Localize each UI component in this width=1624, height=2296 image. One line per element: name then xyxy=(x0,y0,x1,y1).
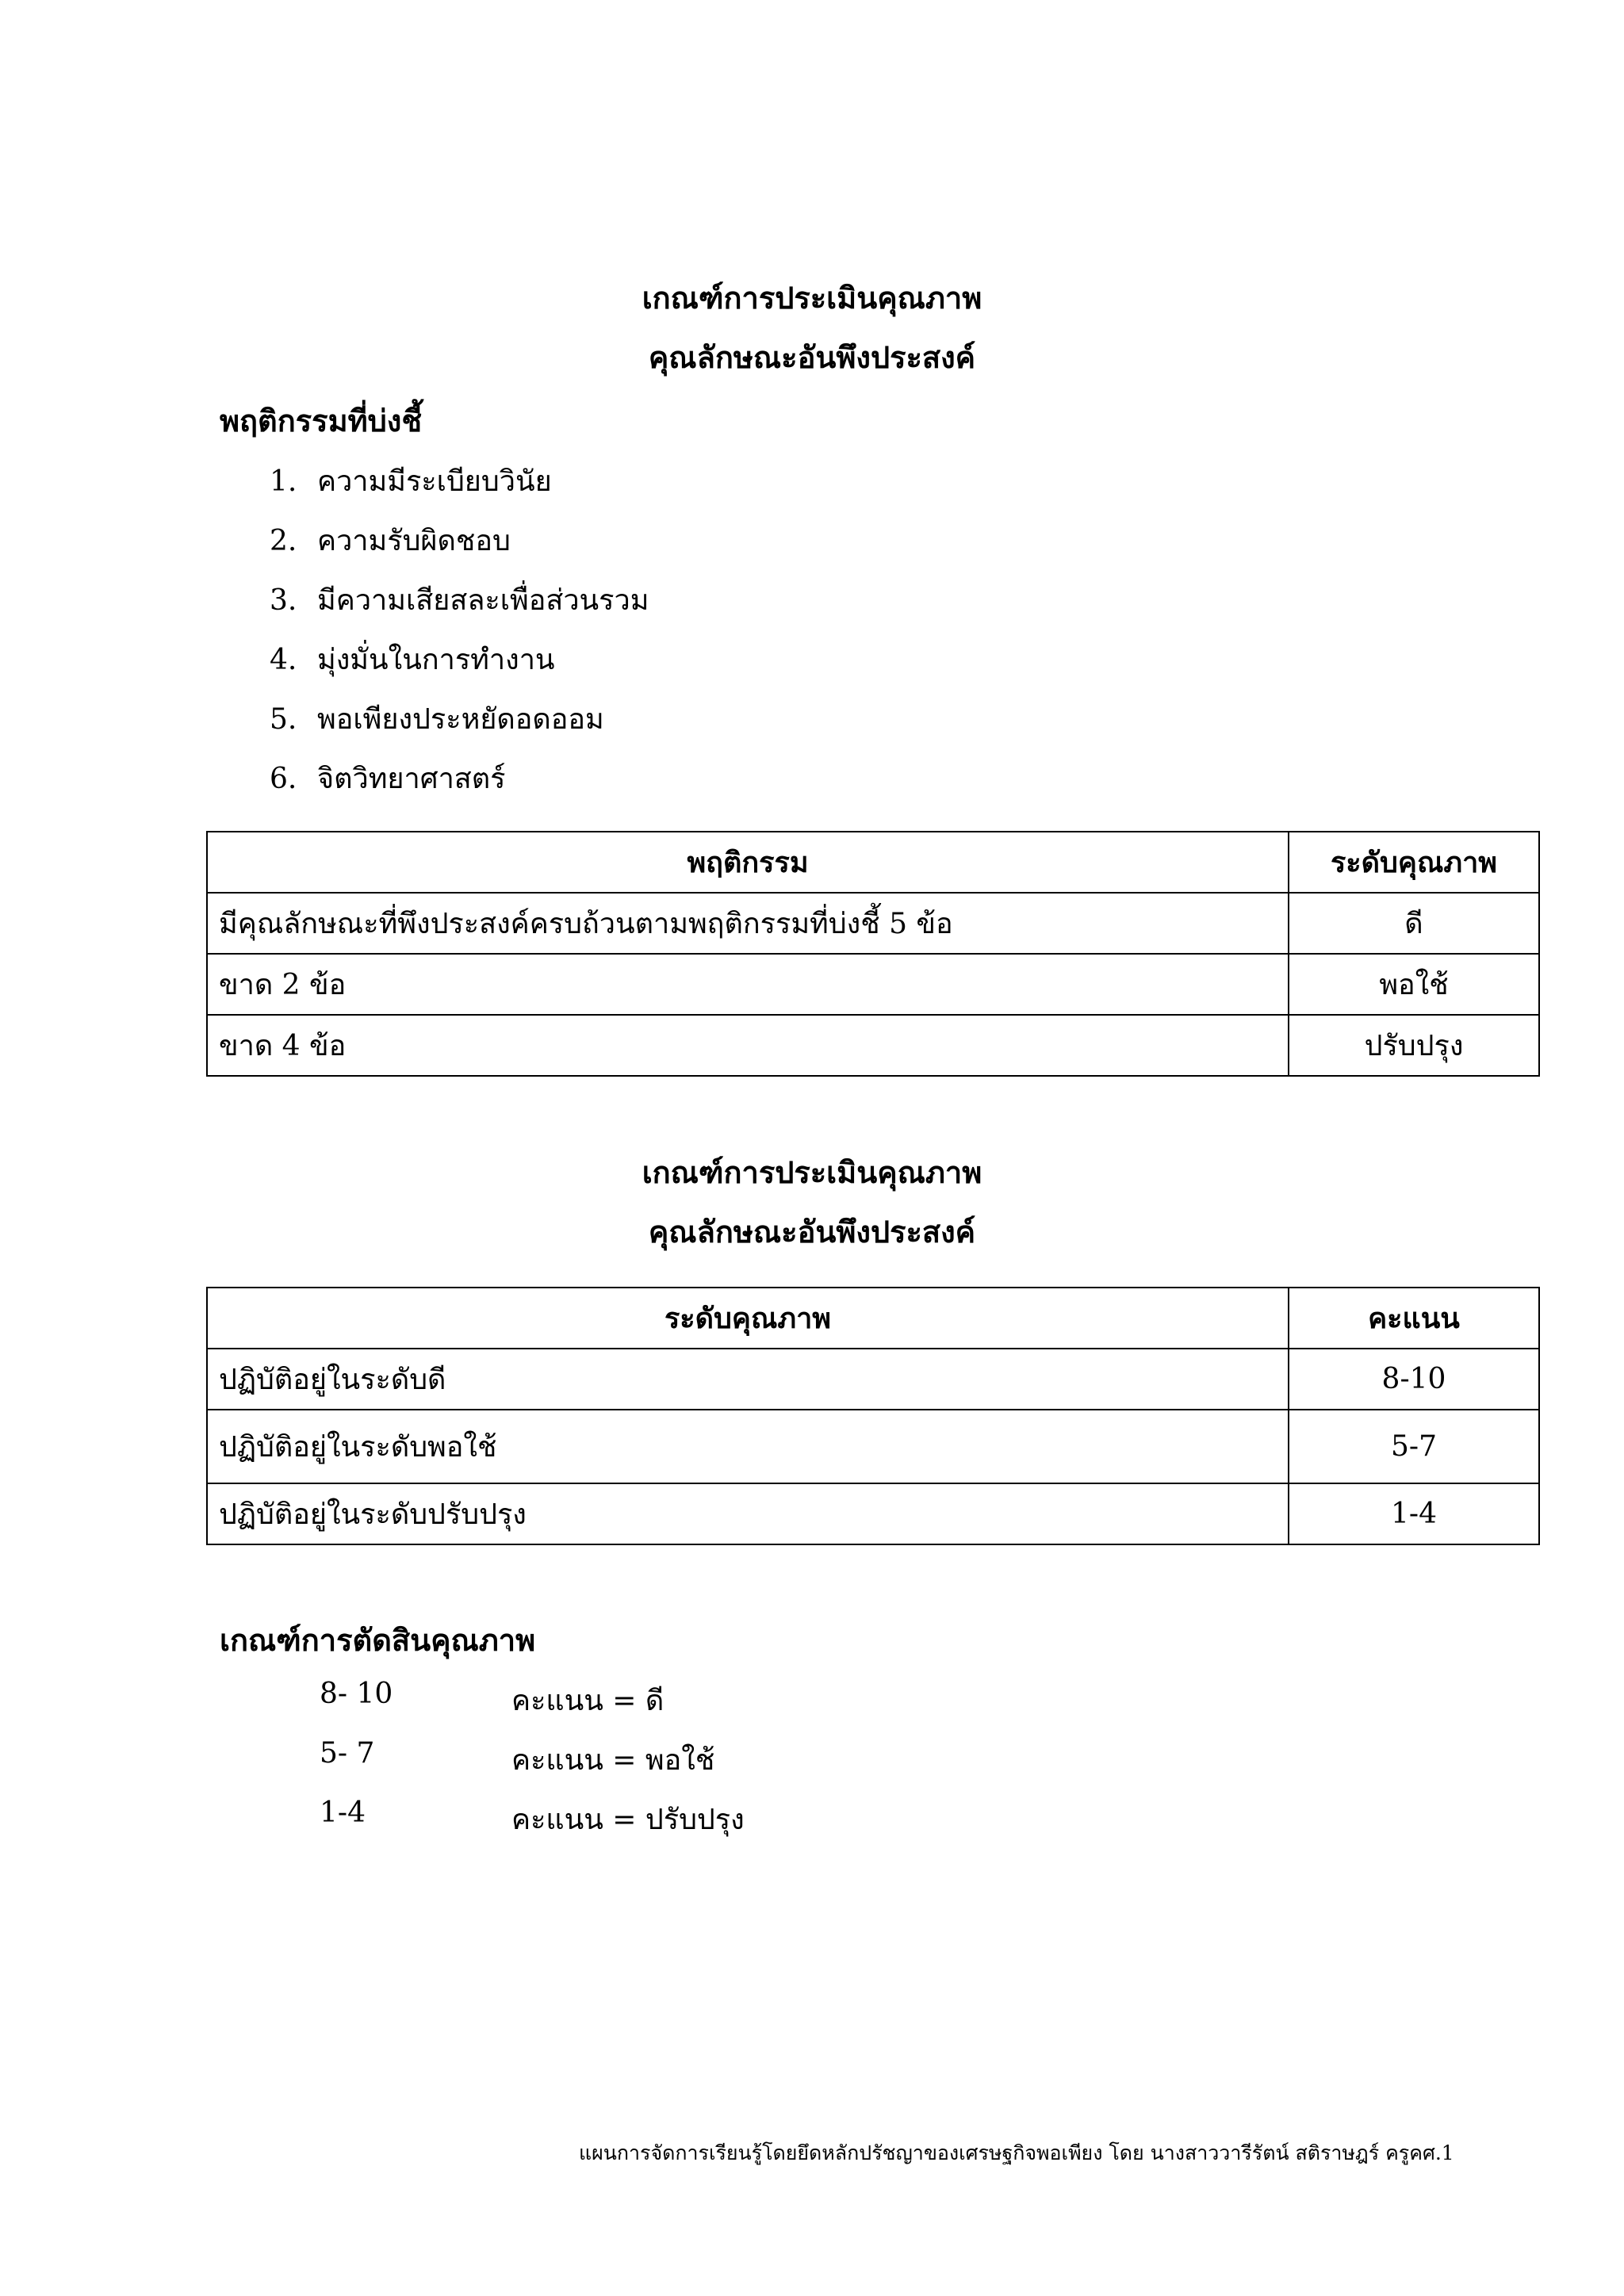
section-title: เกณฑ์การประเมินคุณภาพ xyxy=(642,1154,982,1190)
table-header: พฤติกรรม xyxy=(207,832,1289,893)
criteria-range: 5- 7 xyxy=(320,1737,375,1770)
table-cell: ขาด 4 ข้อ xyxy=(207,1015,1289,1076)
table-row xyxy=(207,1483,1539,1544)
table-cell: ดี xyxy=(1289,893,1539,954)
list-item: 3. มีความเสียสละเพื่อส่วนรวม xyxy=(270,584,649,617)
table-row xyxy=(207,1349,1539,1410)
table-cell: 8-10 xyxy=(1289,1349,1539,1410)
table-header-row xyxy=(207,832,1539,893)
table-cell: ปฏิบัติอยู่ในระดับปรับปรุง xyxy=(207,1483,1289,1544)
table-cell: ปฏิบัติอยู่ในระดับดี xyxy=(207,1349,1289,1410)
table-cell: มีคุณลักษณะที่พึงประสงค์ครบถ้วนตามพฤติกรรมที่บ่งชี้ 5 ข้อ xyxy=(207,893,1289,954)
criteria-heading: เกณฑ์การตัดสินคุณภาพ xyxy=(220,1622,536,1658)
page-subtitle: คุณลักษณะอันพึงประสงค์ xyxy=(648,339,976,375)
table-row xyxy=(207,893,1539,954)
table-cell: พอใช้ xyxy=(1289,954,1539,1015)
table-row xyxy=(207,1015,1539,1076)
table-header: ระดับคุณภาพ xyxy=(1289,832,1539,893)
behavior-quality-table xyxy=(206,831,1540,1077)
table-header: ระดับคุณภาพ xyxy=(207,1288,1289,1349)
criteria-score: คะแนน = ปรับปรุง xyxy=(511,1804,745,1836)
table-cell: 1-4 xyxy=(1289,1483,1539,1544)
table-header: คะแนน xyxy=(1289,1288,1539,1349)
table-cell: 5-7 xyxy=(1289,1410,1539,1483)
table-cell: ปรับปรุง xyxy=(1289,1015,1539,1076)
list-item: 4. มุ่งมั่นในการทำงาน xyxy=(270,644,555,676)
page-title: เกณฑ์การประเมินคุณภาพ xyxy=(642,280,982,316)
list-item: 5. พอเพียงประหยัดอดออม xyxy=(270,703,604,736)
criteria-range: 1-4 xyxy=(320,1797,366,1829)
criteria-score: คะแนน = พอใช้ xyxy=(511,1744,715,1777)
table-row xyxy=(207,1410,1539,1483)
list-item: 6. จิตวิทยาศาสตร์ xyxy=(270,763,506,795)
table-cell: ปฏิบัติอยู่ในระดับพอใช้ xyxy=(207,1410,1289,1483)
section-subtitle: คุณลักษณะอันพึงประสงค์ xyxy=(648,1214,976,1249)
criteria-range: 8- 10 xyxy=(320,1678,393,1710)
page-footer: แผนการจัดการเรียนรู้โดยยึดหลักปรัชญาของเศรษฐกิจพอเพียง โดย นางสาววารีรัตน์ สติราษฎร์ ครูคศ.1 xyxy=(579,2141,1454,2164)
table-header-row xyxy=(207,1288,1539,1349)
list-item: 1. ความมีระเบียบวินัย xyxy=(270,465,552,498)
table-row xyxy=(207,954,1539,1015)
table-cell: ขาด 2 ข้อ xyxy=(207,954,1289,1015)
indicator-heading: พฤติกรรมที่บ่งชี้ xyxy=(220,403,423,438)
list-item: 2. ความรับผิดชอบ xyxy=(270,525,511,557)
criteria-score: คะแนน = ดี xyxy=(511,1685,665,1717)
score-table xyxy=(206,1287,1540,1545)
